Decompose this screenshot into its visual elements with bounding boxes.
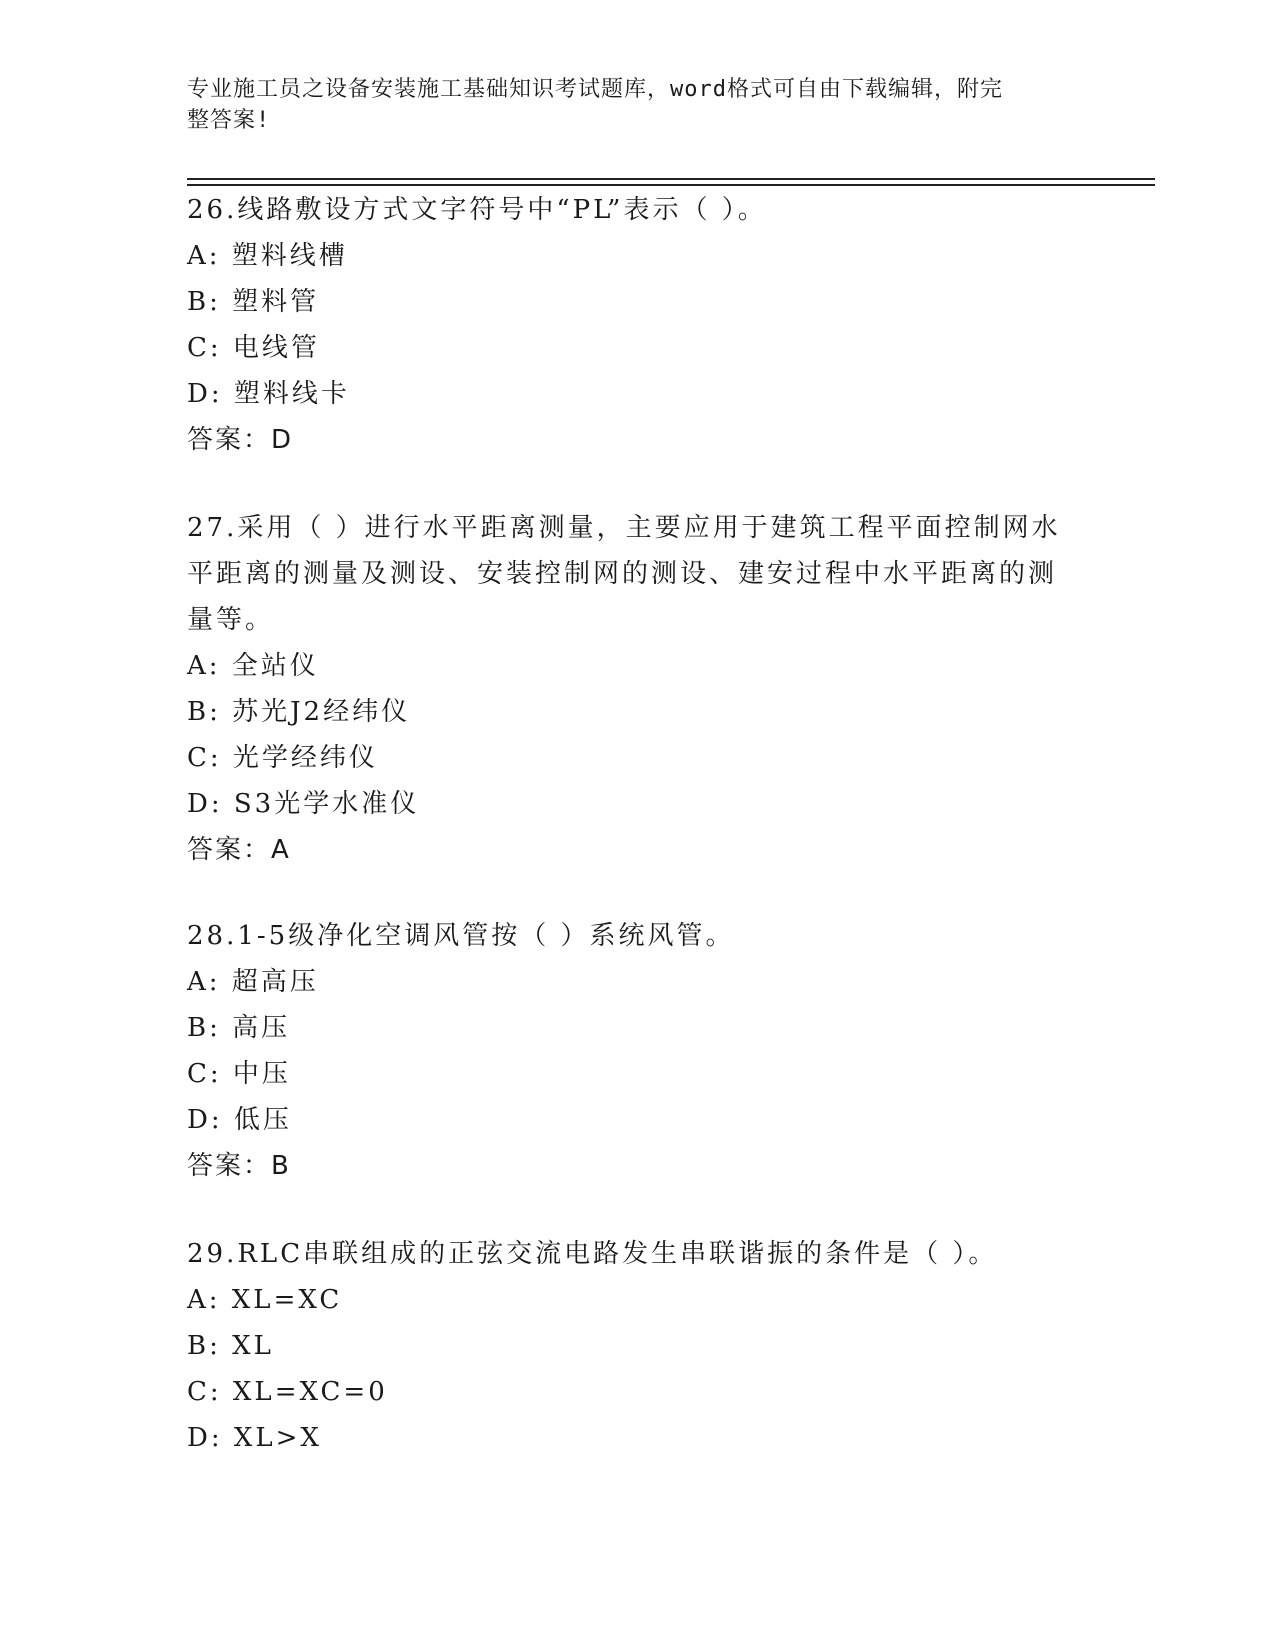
answer: 答案：D [187,425,294,455]
option-b: B: 高压 [187,1013,291,1043]
option-a: A: 全站仪 [187,651,319,681]
option-c: C: 电线管 [187,333,320,363]
header-divider-top [187,178,1155,180]
question-stem: 28.1-5级净化空调风管按（ ）系统风管。 [187,921,735,951]
answer: 答案：A [187,835,291,865]
option-a: A: 超高压 [187,967,319,997]
option-a: A: 塑料线槽 [187,241,348,271]
option-c: C: 光学经纬仪 [187,743,378,773]
option-c: C: XL=XC=0 [187,1377,388,1407]
question-29 [187,1231,1087,1461]
option-c: C: 中压 [187,1059,291,1089]
option-a: A: XL=XC [187,1285,343,1315]
question-stem-line-1: 27.采用（ ）进行水平距离测量，主要应用于建筑工程平面控制网水 [187,513,1061,543]
header-line-1: 专业施工员之设备安装施工基础知识考试题库，word格式可自由下载编辑，附完 [187,77,1003,102]
question-stem-line-2: 平距离的测量及测设、安装控制网的测设、建安过程中水平距离的测 [187,559,1058,589]
option-d: D: 低压 [187,1105,292,1135]
option-b: B: 塑料管 [187,287,320,317]
header-line-2: 整答案! [187,108,271,133]
answer: 答案：B [187,1151,291,1181]
option-b: B: 苏光J2经纬仪 [187,697,411,727]
document-header [187,74,1067,136]
option-b: B: XL [187,1331,274,1361]
option-d: D: XL>X [187,1423,322,1453]
question-stem: 26.线路敷设方式文字符号中“PL”表示（ ）。 [187,195,767,225]
question-26 [187,187,1087,463]
question-27 [187,505,1087,873]
option-d: D: S3光学水准仪 [187,789,420,819]
question-stem: 29.RLC串联组成的正弦交流电路发生串联谐振的条件是（ ）。 [187,1239,998,1269]
header-divider-bottom [187,184,1155,186]
question-28 [187,913,1087,1189]
question-stem-line-3: 量等。 [187,605,275,635]
option-d: D: 塑料线卡 [187,379,350,409]
